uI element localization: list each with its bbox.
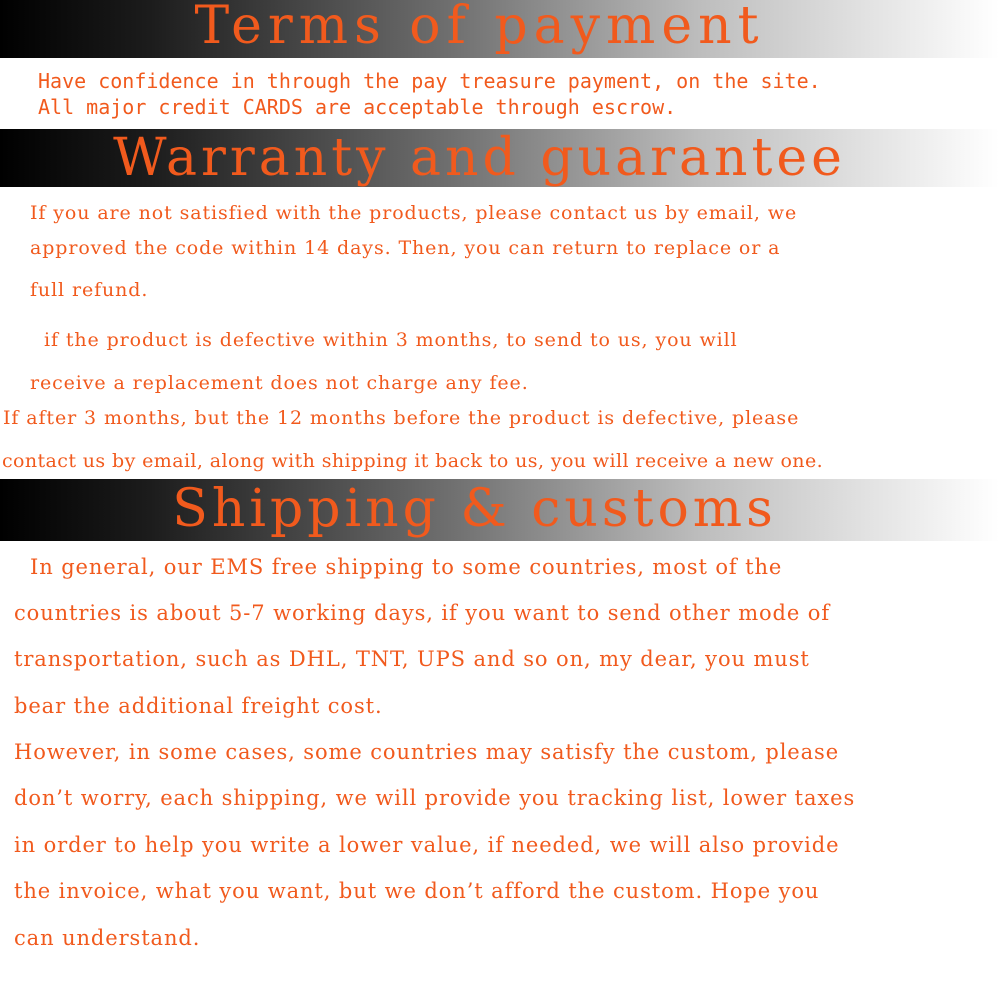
shipping-heading: Shipping & customs (172, 479, 777, 539)
shipping-line-8: the invoice, what you want, but we don’t afford the custom. Hope you (14, 879, 820, 903)
payment-line-1: Have confidence in through the pay treasure payment, on the site. (38, 69, 821, 93)
terms-of-payment-banner (0, 0, 999, 58)
shipping-banner (0, 479, 999, 541)
warranty-line-3: full refund. (30, 279, 149, 301)
shipping-line-1: In general, our EMS free shipping to some countries, most of the (30, 555, 783, 579)
warranty-line-1: If you are not satisfied with the products, please contact us by email, we (30, 202, 798, 224)
warranty-line-7: contact us by email, along with shipping it back to us, you will receive a new one. (2, 450, 824, 472)
warranty-line-6: If after 3 months, but the 12 months before the product is defective, please (3, 407, 800, 429)
warranty-heading: Warranty and guarantee (113, 128, 846, 188)
payment-line-2: All major credit CARDS are acceptable through escrow. (38, 95, 677, 119)
shipping-line-5: However, in some cases, some countries may satisfy the custom, please (14, 740, 840, 764)
warranty-banner (0, 129, 999, 187)
terms-of-payment-heading: Terms of payment (194, 0, 765, 56)
shipping-line-7: in order to help you write a lower value, if needed, we will also provide (14, 833, 840, 857)
shipping-line-6: don’t worry, each shipping, we will provide you tracking list, lower taxes (14, 786, 856, 810)
shipping-line-4: bear the additional freight cost. (14, 694, 383, 718)
shipping-line-2: countries is about 5-7 working days, if you want to send other mode of (14, 601, 831, 625)
shipping-line-9: can understand. (14, 926, 201, 950)
warranty-line-2: approved the code within 14 days. Then, you can return to replace or a (30, 237, 781, 259)
shipping-line-3: transportation, such as DHL, TNT, UPS and so on, my dear, you must (14, 647, 810, 671)
warranty-line-5: receive a replacement does not charge any fee. (30, 372, 529, 394)
warranty-line-4: if the product is defective within 3 months, to send to us, you will (44, 329, 738, 351)
